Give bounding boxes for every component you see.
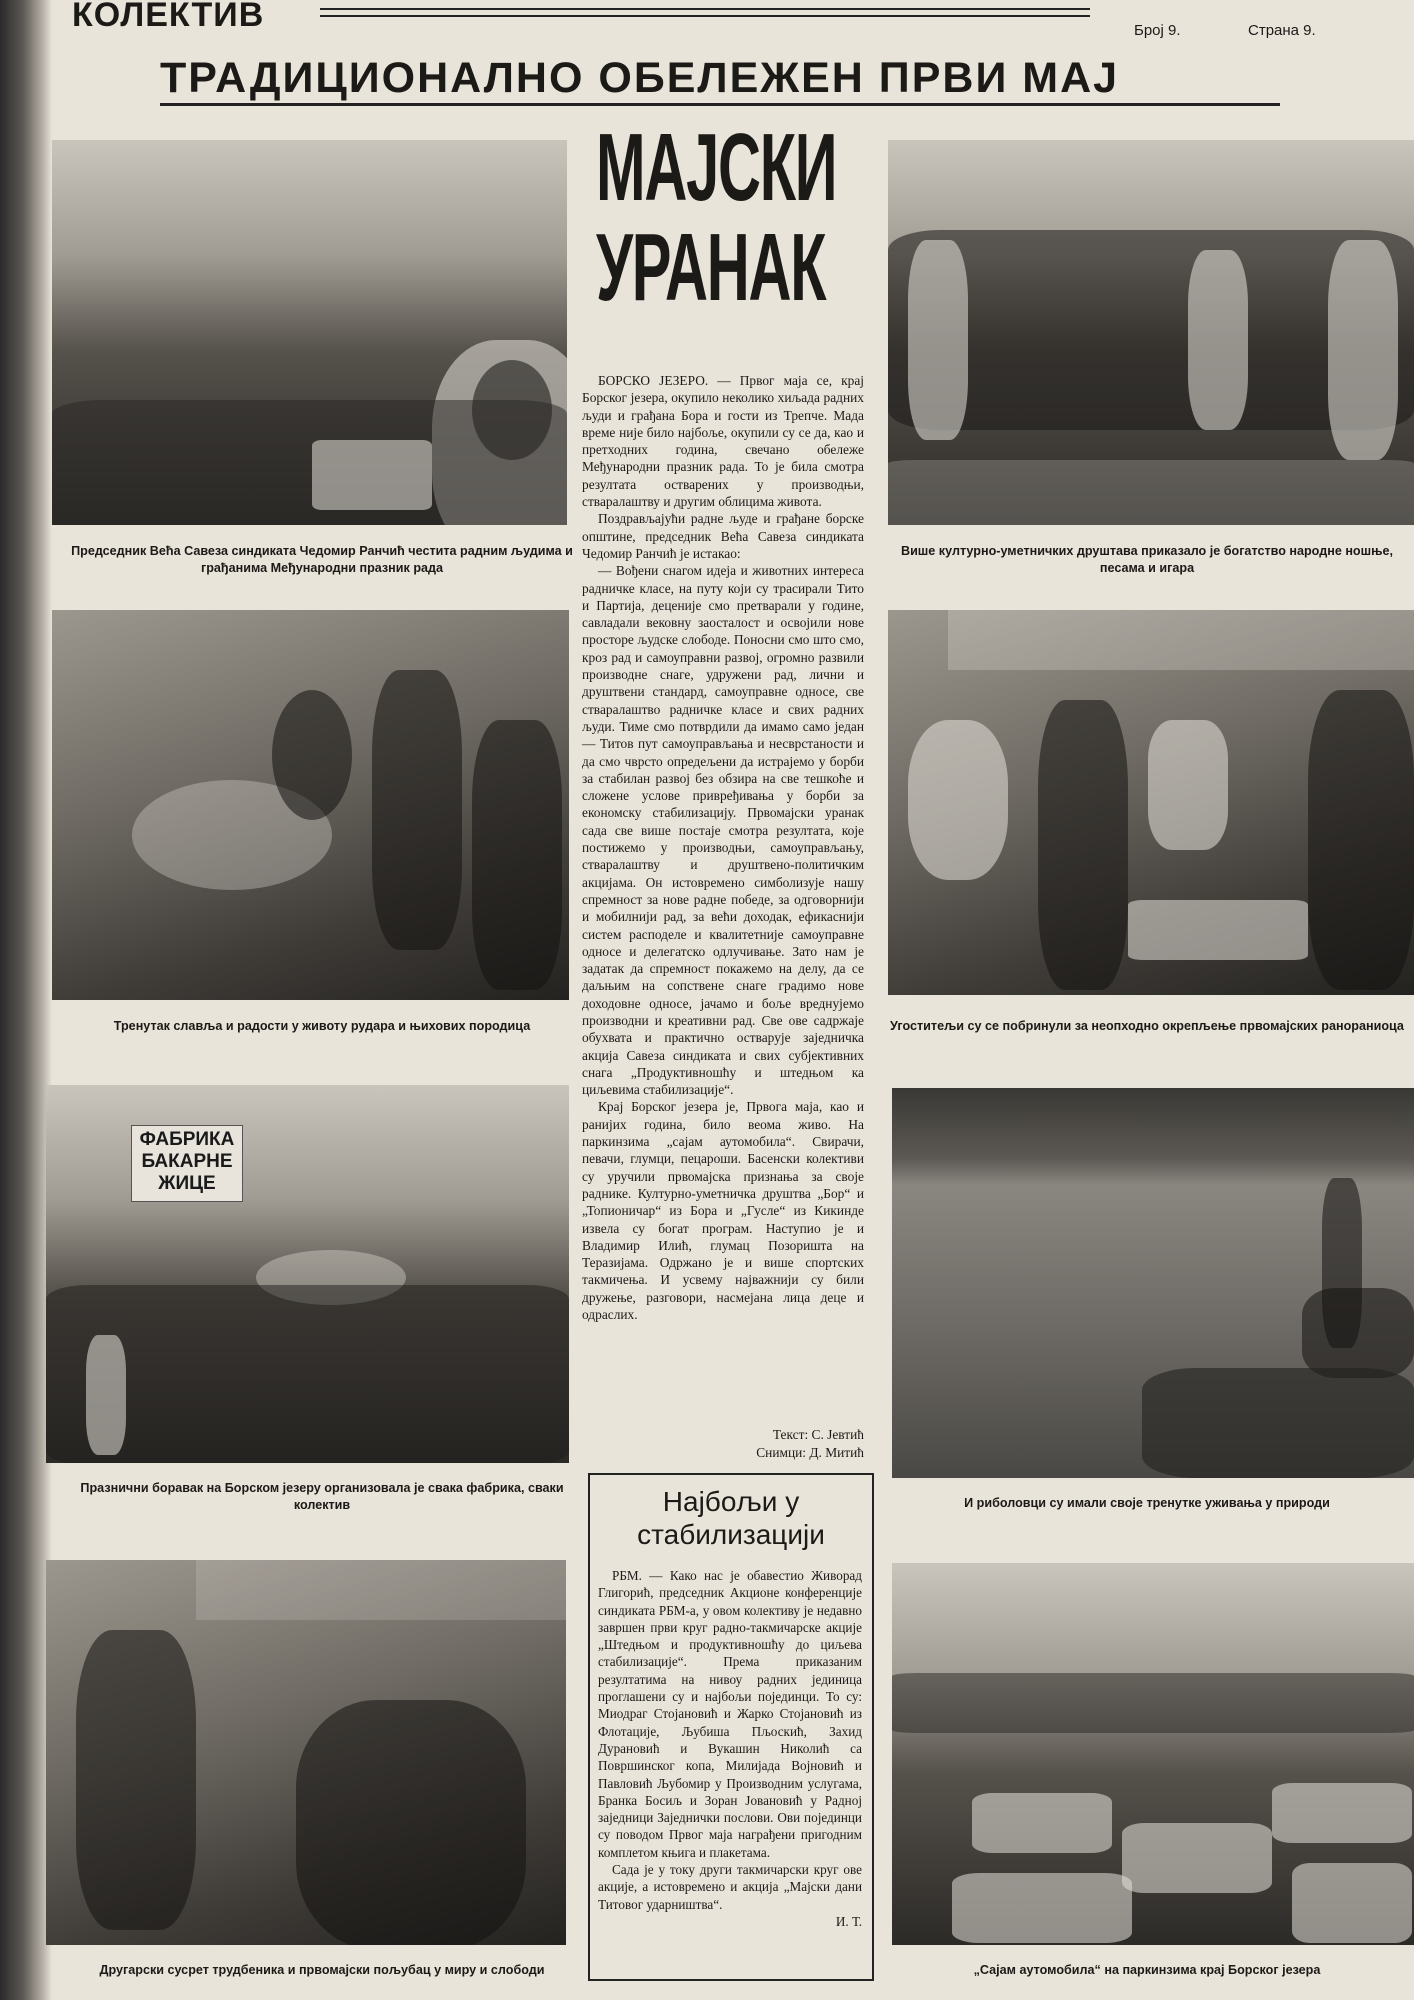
photo-car-fair (892, 1563, 1414, 1945)
caption-speaker: Председник Већа Савеза синдиката Чедомир Ранчић честита радним људима и грађанима Међународни празник рада (71, 544, 573, 575)
caption-celebration: Тренутак славља и радости у животу рудара и њихових породица (113, 1019, 531, 1033)
photo-folk-dance (888, 140, 1414, 525)
page-number: Страна 9. (1248, 22, 1316, 39)
photo-credit: Снимци: Д. Митић (756, 1445, 864, 1460)
photo-celebration (52, 610, 569, 1000)
masthead: КОЛЕКТИВ (72, 0, 265, 34)
caption-kiss: Другарски сусрет трудбеника и првомајски пољубац у миру и слободи (99, 1963, 545, 1977)
caption-car-fair: „Сајам аутомобила“ на паркинзима крај Борског језера (973, 1963, 1321, 1977)
photo-kiss (46, 1560, 566, 1945)
page-gutter-shadow (0, 0, 52, 2000)
photo-factory-sign (46, 1085, 569, 1463)
caption-caterers: Угоститељи су се побринули за неопходно окрепљење првомајских ранораниоца (890, 1019, 1404, 1033)
photo-fishermen (892, 1088, 1414, 1478)
issue-number: Број 9. (1134, 22, 1181, 39)
photo-caterers (888, 610, 1414, 995)
photo-speaker (52, 140, 567, 525)
factory-sign: ФАБРИКА БАКАРНЕ ЖИЦЕ (131, 1125, 243, 1202)
caption-fishermen: И риболовци су имали своје тренутке уживања у природи (964, 1496, 1330, 1510)
page-headline: ТРАДИЦИОНАЛНО ОБЕЛЕЖЕН ПРВИ МАЈ (160, 54, 1120, 102)
caption-factory: Празнични боравак на Борском језеру организовала је свака фабрика, сваки колектив (80, 1481, 564, 1512)
sidebar-box (588, 1473, 874, 1981)
article-title: МАЈСКИ УРАНАК (596, 114, 837, 321)
box-title: Најбољи у стабилизацији (637, 1486, 825, 1550)
box-initials: И. Т. (835, 1913, 862, 1929)
text-credit: Текст: С. Јевтић (772, 1427, 864, 1442)
caption-folk-dance: Више културно-уметничких друштава приказало је богатство народне ношње, песама и игара (900, 544, 1394, 575)
headline-rule (160, 103, 1280, 106)
article-body: БОРСКО ЈЕЗЕРО. — Првог маја се, крај Борског језера, окупило неколико хиљада радних људи и грађана Бора и гости из Трепче. Мада време није било најбоље, окупили су се да, као и претходних година, свечано обележе Међународни празник рада. То је била смотра резултата остварених у производњи, стваралаштву и другим облицима живота. Поздрављајући радне људе и грађане борске општине, председник Већа Савеза синдиката Чедомир Ранчић је истакао: — Вођени снагом идеја и животних интереса радничке класе, на путу који су трасирали Тито и Партија, деценије смо претварали у године, савладали вековну заосталост и освојили нове просторе људске слободе. Поносни смо што смо, кроз рад и самоуправни развој, огромно развили производне снаге, удружени рад, лични и друштвени стандард, самоуправне односе, све стваралаштво радничке класе и свих радних људи. Тиме смо потврдили да имамо само један — Титов пут самоуправљања и несврстаности и да смо чврсто опредељени да истрајемо у борби за стабилан развој без обзира на све тешкоће и сложене услове привређивања у борби за економску стабилизацију. Првомајски уранак сада све више постаје смотра резултата, које постижемо у производњи, самоуправљању, стваралаштву и друштвено-политичким акцијама. Он истовремено симболизује нашу спремност за нове радне победе, за одговорнији и мобилнији рад, за већи доходак, ефикаснији систем расподеле и квалитетније самоуправне односе и делегатско одлучивање. Зато нам је задатак да спремност покажемо на делу, да се даљњим на сопствене снаге градимо нове доходовне односе, јачамо и боље вреднујемо производни и креативни рад. Све ове садржаје обухвата и практично остварује заједничка акција Савеза синдиката и свих субјективних снага „Продуктивношћу и штедњом ка циљевима стабилизације“. Крај Борског језера је, Првога маја, као и ранијих година, било веома живо. На паркинзима „сајам аутомобила“. Свирачи, певачи, глумци, пецароши. Басенски колективи су уручили првомајска признања за своје раднике. Културно-уметничка друштва „Бор“ и „Топионичар“ из Бора и „Гусле“ из Кикинде извела су богат програм. Наступио је и Владимир Илић, глумац Позоришта на Теразијама. Одржано је и више спортских такмичења. И уcвему најважнији су били дружење, разговори, насмејана лица деце и одраслих. (582, 373, 864, 1323)
header-rule (320, 8, 1090, 17)
box-body: РБМ. — Како нас је обавестио Живорад Глигорић, председник Акционе конференције синдиката РБМ-а, у овом колективу је недавно завршен први круг радно-такмичарске акције „Штедњом и продуктивношћу до циљева стабилизације“. Према приказаним резултатима на нивоу радних јединица проглашени су и најбољи појединци. То су: Миодраг Стојановић и Жарко Стојановић из Флотације, Љубиша Пљоскић, Захид Дурановић и Вукашин Николић са Површинског копа, Милијада Војновић и Павловић Љубомир у Производним услугама, Бранка Босиљ и Зоран Јовановић у Радној заједници Заједнички послови. Ови појединци су поводом Првог маја награђени пригодним комплетом књига и плакетама. Сада је у току други такмичарски круг ове акције, а истовремено и акција „Мајски дани Титовог ударништва“. И. Т. (598, 1568, 862, 1929)
